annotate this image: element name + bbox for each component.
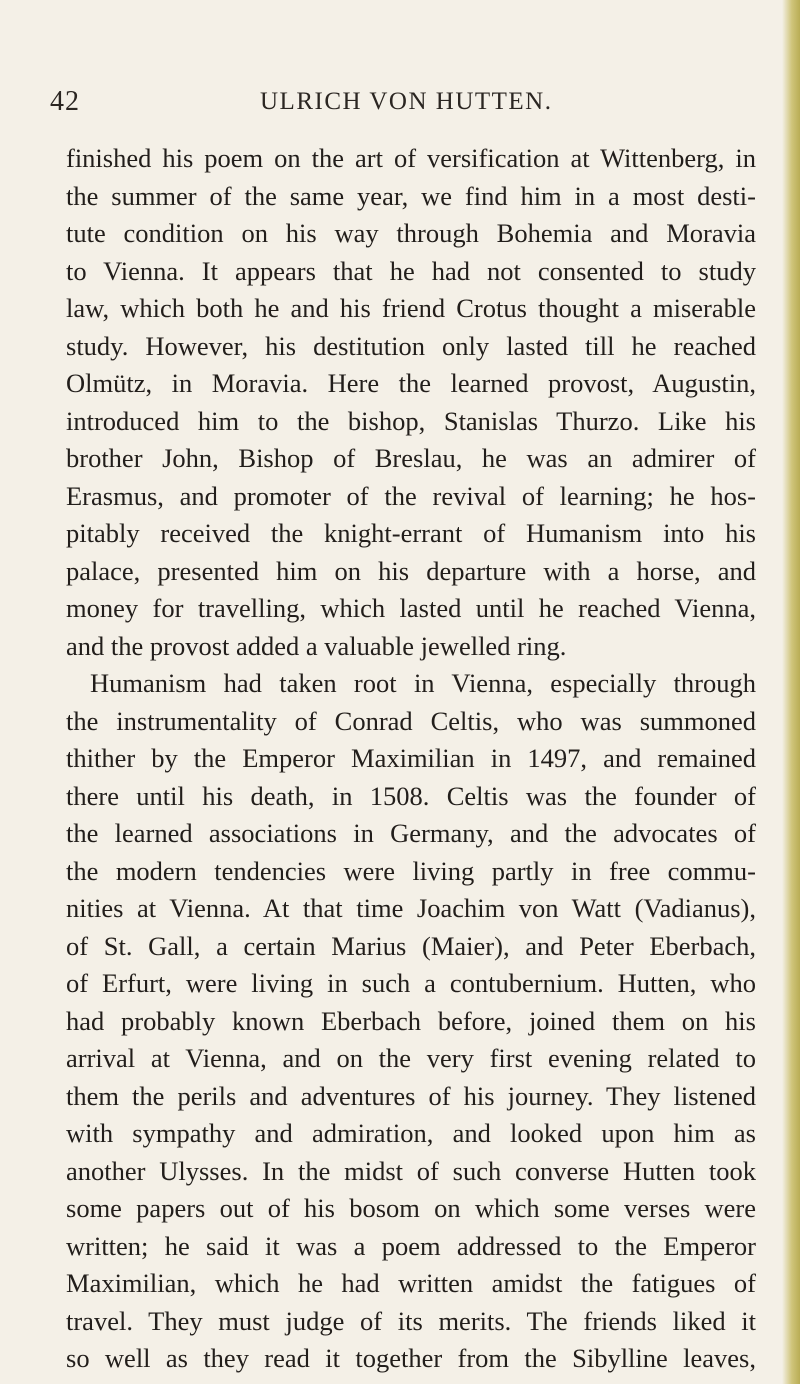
text-line: with sympathy and admiration, and looked upon him as xyxy=(66,1118,756,1148)
text-line: thither by the Emperor Maximilian in 1497, and remained xyxy=(66,743,756,773)
text-line: the learned associations in Germany, and the advocates of xyxy=(66,818,756,848)
text-line: Humanism had taken root in Vienna, especially through xyxy=(90,668,756,698)
text-line: to Vienna. It appears that he had not consented to study xyxy=(66,255,756,286)
page-header xyxy=(50,86,750,122)
text-line: finished his poem on the art of versification at Wittenberg, in xyxy=(66,143,756,173)
text-line: study. However, his destitution only lasted till he reached xyxy=(66,330,756,361)
text-line: the modern tendencies were living partly in free commu- xyxy=(66,855,756,886)
text-line: travel. They must judge of its merits. The friends liked it xyxy=(66,1305,756,1336)
page-number: 42 xyxy=(50,86,80,117)
text-line: arrival at Vienna, and on the very first evening related to xyxy=(66,1043,756,1073)
running-head: ULRICH VON HUTTEN. xyxy=(260,88,553,115)
text-line: of Erfurt, were living in such a contubernium. Hutten, who xyxy=(66,968,756,998)
text-line: money for travelling, which lasted until he reached Vienna, xyxy=(66,593,756,623)
text-line: Maximilian, which he had written amidst the fatigues of xyxy=(66,1268,756,1298)
text-line: the summer of the same year, we find him in a most desti- xyxy=(66,180,756,211)
text-line: nities at Vienna. At that time Joachim von Watt (Vadianus), xyxy=(66,893,756,923)
text-line: another Ulysses. In the midst of such converse Hutten took xyxy=(66,1155,756,1186)
text-line: palace, presented him on his departure with a horse, and xyxy=(66,555,756,586)
page-edge xyxy=(782,0,800,1384)
text-line: so well as they read it together from the Sibylline leaves, xyxy=(66,1343,756,1373)
text-line: Olmütz, in Moravia. Here the learned provost, Augustin, xyxy=(66,368,756,398)
text-line: introduced him to the bishop, Stanislas Thurzo. Like his xyxy=(66,405,756,436)
text-line: and the provost added a valuable jewelled ring. xyxy=(66,630,567,661)
text-line: some papers out of his bosom on which some verses were xyxy=(66,1193,756,1223)
text-line: Erasmus, and promoter of the revival of learning; he hos- xyxy=(66,480,756,511)
text-line: the instrumentality of Conrad Celtis, who was summoned xyxy=(66,705,756,736)
text-line: pitably received the knight-errant of Humanism into his xyxy=(66,518,756,548)
text-line: tute condition on his way through Bohemia and Moravia xyxy=(66,218,756,248)
text-line: of St. Gall, a certain Marius (Maier), and Peter Eberbach, xyxy=(66,930,756,961)
body-text xyxy=(66,140,756,1378)
text-line: them the perils and adventures of his journey. They listened xyxy=(66,1080,756,1111)
text-line: law, which both he and his friend Crotus thought a miserable xyxy=(66,293,756,323)
text-line: written; he said it was a poem addressed to the Emperor xyxy=(66,1230,756,1261)
text-line: had probably known Eberbach before, joined them on his xyxy=(66,1005,756,1036)
text-line: there until his death, in 1508. Celtis was the founder of xyxy=(66,780,756,811)
text-line: brother John, Bishop of Breslau, he was an admirer of xyxy=(66,443,756,473)
